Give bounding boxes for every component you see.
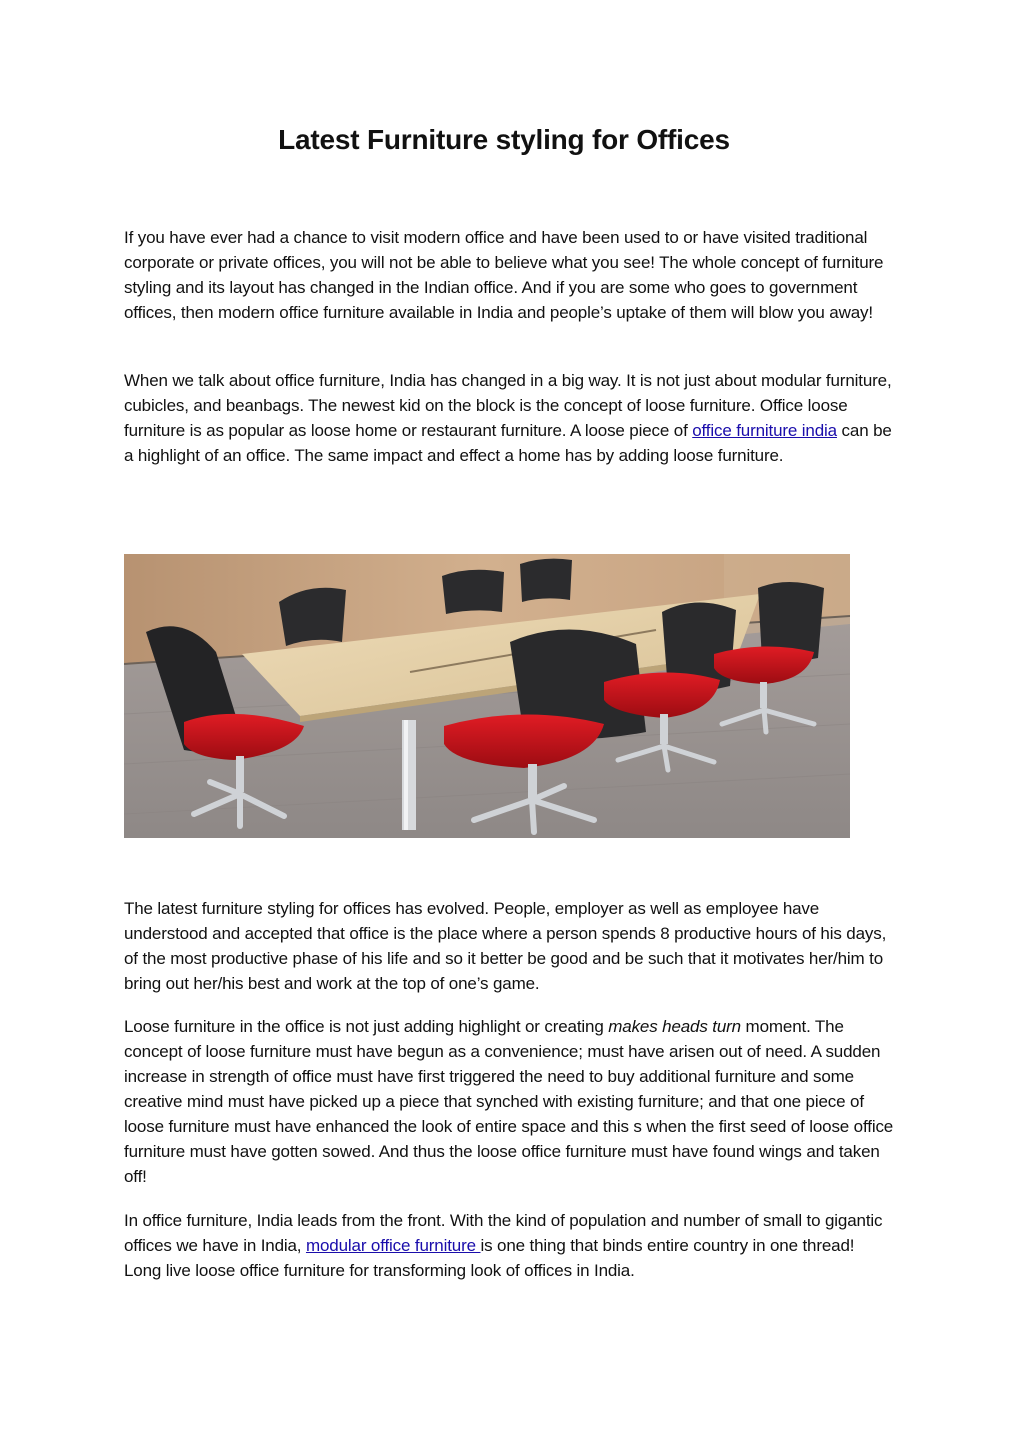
emphasis-text: makes heads turn [608, 1017, 741, 1036]
paragraph-text: can be a highlight of an office. The same impact and effect a home has by adding loose furniture. [124, 421, 892, 465]
paragraph-loose-origin [124, 1014, 894, 1189]
paragraph-text: Loose furniture in the office is not just adding highlight or creating [124, 1017, 609, 1036]
paragraph-intro: If you have ever had a chance to visit modern office and have been used to or have visited traditional corporate or private offices, you will not be able to believe what you see! The whole concept of furniture styling and its layout has changed in the Indian office. And if you are some who goes to government offices, then modern office furniture available in India and people’s uptake of them will blow you away! [124, 228, 884, 322]
paragraph-text: In office furniture, India leads from the front. With the kind of population and number of small to gigantic offices we have in India, [124, 1211, 883, 1255]
paragraph-india-leads [124, 1208, 894, 1283]
paragraph-text: moment. The concept of loose furniture must have begun as a convenience; must have arisen out of need. A sudden increase in strength of office must have first triggered the need to buy additional furniture and some creative mind must have picked up a piece that synched with existing furniture; and that one piece of loose furniture must have enhanced the look of entire space and this s when the first seed of loose office furniture must have gotten sowed. And thus the loose office furniture must have found wings and taken off! [124, 1017, 894, 1186]
office-furniture-india-link[interactable]: office furniture india [692, 421, 837, 440]
page-title: Latest Furniture styling for Offices [278, 124, 730, 155]
paragraph-styling-evolved: The latest furniture styling for offices has evolved. People, employer as well as employee have understood and accepted that office is the place where a person spends 8 productive hours of his days, of the most productive phase of his life and so it better be good and be such that it motivates her/him to bring out her/his best and work at the top of one’s game. [124, 899, 887, 993]
paragraph-text: When we talk about office furniture, India has changed in a big way. It is not just about modular furniture, cubicles, and beanbags. The newest kid on the block is the concept of loose furniture. Office loose furniture is as popular as loose home or restaurant furniture. A loose piece of [124, 371, 892, 440]
paragraph-text: is one thing that binds entire country in one thread! Long live loose office furniture for transforming look of offices in India. [124, 1236, 855, 1280]
conference-room-photo [124, 554, 850, 838]
paragraph-loose-furniture [124, 368, 894, 468]
modular-office-furniture-link[interactable]: modular office furniture [305, 1236, 481, 1255]
